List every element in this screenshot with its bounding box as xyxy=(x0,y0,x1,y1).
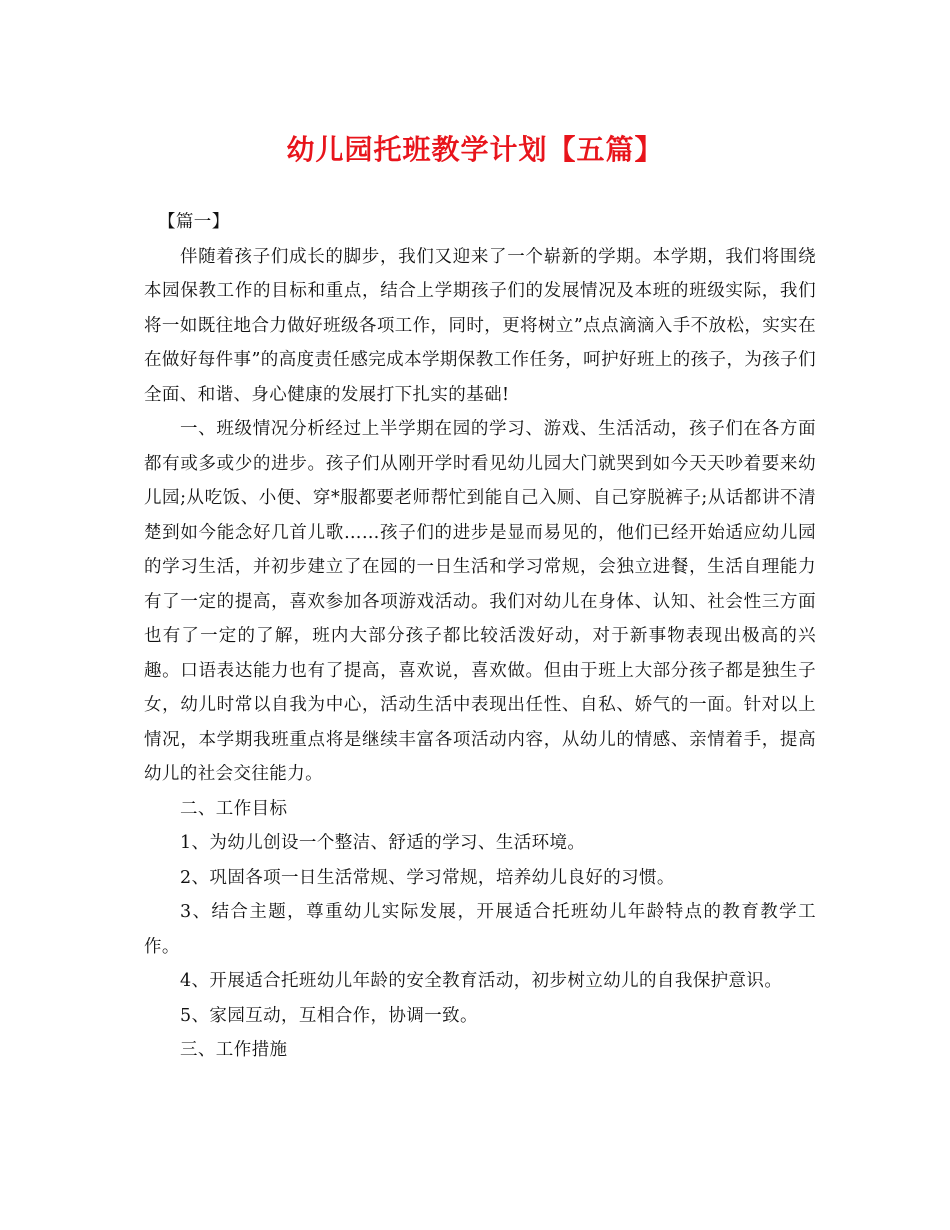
section-heading: 【篇一】 xyxy=(158,212,230,232)
goal-item-5: 5、家园互动，互相合作，协调一致。 xyxy=(180,1005,478,1026)
goal-item-4: 4、开展适合托班幼儿年龄的安全教育活动，初步树立幼儿的自我保护意识。 xyxy=(180,971,783,991)
goal-item-3: 3、结合主题，尊重幼儿实际发展，开展适合托班幼儿年龄特点的教育教学工作。 xyxy=(144,902,816,957)
paragraph-intro: 伴随着孩子们成长的脚步，我们又迎来了一个崭新的学期。本学期，我们将围绕本园保教工作的目标和重点，结合上学期孩子们的发展情况及本班的班级实际，我们将一如既往地合力做好班级各项工作，同时，更将树立”点点滴滴入手不放松，实实在在做好每件事”的高度责任感完成本学期保教工作任务，呵护好班上的孩子，为孩子们全面、和谐、身心健康的发展打下扎实的基础! xyxy=(144,246,816,405)
document-body xyxy=(144,205,816,1068)
document-title: 幼儿园托班教学计划【五篇】 xyxy=(286,133,664,166)
goal-item-1: 1、为幼儿创设一个整洁、舒适的学习、生活环境。 xyxy=(180,833,586,853)
paragraph-class-analysis: 一、班级情况分析经过上半学期在园的学习、游戏、生活活动，孩子们在各方面都有或多或少的进步。孩子们从刚开学时看见幼儿园大门就哭到如今天天吵着要来幼儿园;从吃饭、小便、穿*服都要老师帮忙到能自己入厕、自己穿脱裤子;从话都讲不清楚到如今能念好几首儿歌……孩子们的进步是显而易见的，他们已经开始适应幼儿园的学习生活，并初步建立了在园的一日生活和学习常规，会独立进餐，生活自理能力有了一定的提高，喜欢参加各项游戏活动。我们对幼儿在身体、认知、社会性三方面也有了一定的了解，班内大部分孩子都比较活泼好动，对于新事物表现出极高的兴趣。口语表达能力也有了提高，喜欢说，喜欢做。但由于班上大部分孩子都是独生子女，幼儿时常以自我为中心，活动生活中表现出任性、自私、娇气的一面。针对以上情况，本学期我班重点将是继续丰富各项活动内容，从幼儿的情感、亲情着手，提高幼儿的社会交往能力。 xyxy=(144,419,816,784)
heading-work-measures: 三、工作措施 xyxy=(180,1040,288,1060)
heading-work-goals: 二、工作目标 xyxy=(180,798,288,819)
goal-item-2: 2、巩固各项一日生活常规、学习常规，培养幼儿良好的习惯。 xyxy=(180,867,675,888)
